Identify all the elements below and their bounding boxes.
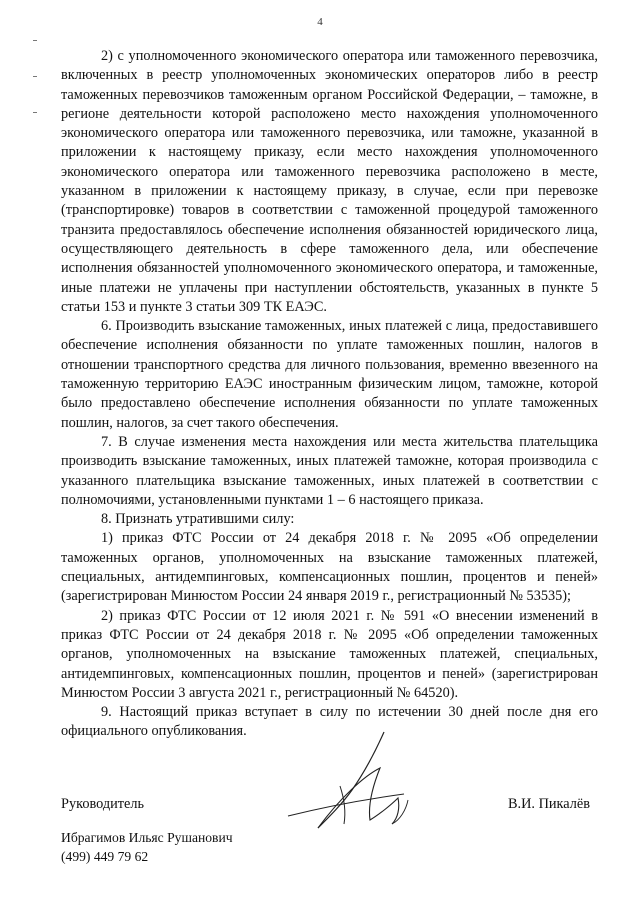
margin-mark	[33, 40, 37, 41]
handwritten-signature	[280, 728, 460, 838]
executor-block	[61, 829, 233, 866]
signatory-name: В.И. Пикалёв	[508, 796, 590, 812]
paragraph-8-item-2: 2) приказ ФТС России от 12 июля 2021 г. № 591 «О внесении изменений в приказ ФТС России от 24 декабря 2018 г. № 2095 «Об определении таможенных органов, уполномоченных на взыскание таможенных платежей, специальных, антидемпинговых, компенсационных пошлин, процентов и пеней» (зарегистрирован Минюстом России 3 августа 2021 г., регистрационный № 64520).	[61, 607, 598, 701]
paragraph-9: 9. Настоящий приказ вступает в силу по истечении 30 дней после дня его официального опубликования.	[61, 704, 598, 740]
document-body	[61, 47, 598, 742]
margin-mark	[33, 112, 37, 113]
paragraph-8-item-1: 1) приказ ФТС России от 24 декабря 2018 г. № 2095 «Об определении таможенных органов, уполномоченных на взыскание таможенных платежей, специальных, антидемпинговых, компенсационных пошлин, процентов и пеней» (зарегистрирован Минюстом России 24 января 2019 г., регистрационный № 53535);	[61, 530, 598, 605]
page-number: 4	[317, 16, 323, 28]
margin-mark	[33, 76, 37, 77]
paragraph-item-2: 2) с уполномоченного экономического оператора или таможенного перевозчика, включенных в реестр уполномоченных экономических операторов либо в реестр таможенных перевозчиков таможенным органом Российской Федерации, – таможне, в регионе деятельности которой расположено место нахождения уполномоченного экономического оператора или таможенного перевозчика, или таможне, указанной в приложении к настоящему приказу, если место нахождения уполномоченного экономического оператора или таможенного перевозчика расположено в месте, указанном в приложении к настоящему приказу, в случае, если при перевозке (транспортировке) товаров в соответствии с таможенной процедурой таможенного транзита предоставлялось обеспечение исполнения обязанностей юридического лица, осуществляющего деятельность в сфере таможенного дела, или обеспечение исполнения обязанностей уполномоченного экономического оператора, и таможенные, иные платежи не уплачены при наступлении обстоятельств, указанных в пункте 5 статьи 153 и пункте 3 статьи 309 ТК ЕАЭС.	[61, 48, 598, 315]
executor-name: Ибрагимов Ильяс Рушанович	[61, 830, 233, 845]
paragraph-8: 8. Признать утратившими силу:	[101, 511, 295, 528]
executor-phone: (499) 449 79 62	[61, 848, 149, 864]
margin-marks	[33, 40, 37, 148]
paragraph-7: 7. В случае изменения места нахождения или места жительства плательщика производить взыскание таможенных, иных платежей таможне, которая производила с указанного плательщика взыскание таможенных, иных платежей в соответствии с полномочиями, установленными пунктами 1 – 6 настоящего приказа.	[61, 433, 598, 508]
paragraph-6: 6. Производить взыскание таможенных, иных платежей с лица, предоставившего обеспечение исполнения обязанности по уплате таможенных пошлин, налогов в отношении транспортного средства для личного пользования, временно ввезенного на таможенную территорию ЕАЭС иностранным физическим лицом, таможне, которой было предоставлено обеспечение исполнения обязанности по уплате таможенных пошлин, налогов, за счет такого обеспечения.	[61, 318, 598, 431]
signatory-title: Руководитель	[61, 796, 145, 812]
signature-block	[61, 796, 598, 816]
